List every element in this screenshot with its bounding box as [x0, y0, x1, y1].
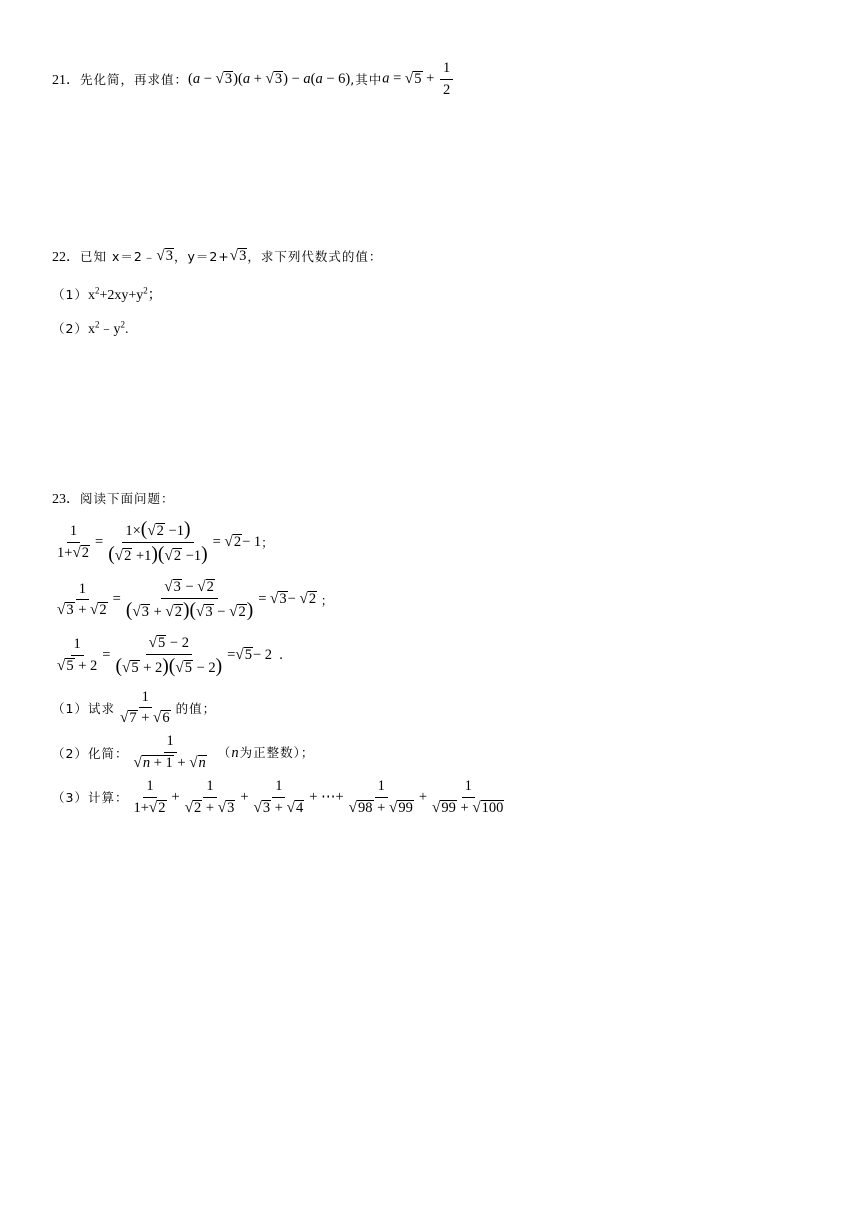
question-number: 21． — [52, 73, 80, 89]
question-21 — [52, 60, 455, 98]
q22-part2: $x^2﹣y^2$. — [87, 319, 129, 337]
question-title: 阅读下面问题： — [80, 491, 175, 506]
example-3: 1 √ 5 + 2 = √ 5 − 2 ( √ 5 + 2)( √ 5 − 2) = √ 5 − 2 . — [57, 633, 283, 677]
part-label: （3）计算： — [52, 790, 129, 806]
q22-stem-a: 已知 x＝2﹣ — [80, 249, 157, 264]
part-label: （1） — [52, 287, 88, 302]
q23-part3: （3）计算： 1 1+ √ 2 + 1 √ 2 + √ 3 + 1 √ 3 + √ 4 + ⋯+ 1 √ 98 + √ 99 + 1 √ 99 + √ 100 — [52, 777, 504, 816]
q23-part1: （1）试求 1 √ 7 + √ 6 的值； — [52, 688, 217, 727]
sqrt-3: √ 3 — [156, 246, 173, 264]
part-tail: 的值； — [175, 700, 217, 716]
q23-part2: （2）化简： 1 √ n + 1 + √ n （n为正整数）； — [52, 733, 315, 771]
question-number: 22． — [52, 250, 80, 265]
q22-stem-b: ，y＝2+ — [173, 249, 230, 264]
part-label: （2）化简： — [52, 745, 129, 761]
part-tail: （n为正整数）； — [217, 745, 315, 762]
part-label: （2） — [52, 321, 88, 336]
part-label: （1）试求 — [52, 700, 115, 716]
q21-tail: ,其中 — [350, 72, 383, 88]
question-number: 23． — [52, 492, 80, 507]
question-23 — [52, 488, 509, 816]
example-2: 1 √ 3 + √ 2 = √ 3 − √ 2 ( √ 3 + √ 2 )( √ 3 − √ 2 ) = √ 3 − √ 2 ； — [57, 577, 335, 621]
question-22 — [52, 246, 382, 338]
q22-part1: $x^2+2xy+y^2$； — [87, 285, 162, 303]
q21-condition: a = √ 5 + $\frac{1}{2}$ — [382, 60, 455, 98]
q22-stem-c: ，求下列代数式的值： — [247, 249, 383, 264]
q21-expression: (a − √ 3 )(a + √ 3 ) − a(a − 6) — [188, 69, 351, 87]
example-1: 1 1+ √ 2 = 1×( √ 2 −1) ( √ 2 +1)( √ 2 −1) = √ 2 − 1 ； — [57, 519, 275, 565]
sqrt-3: √ 3 — [229, 246, 247, 264]
question-text: 先化简，再求值： — [80, 72, 189, 88]
